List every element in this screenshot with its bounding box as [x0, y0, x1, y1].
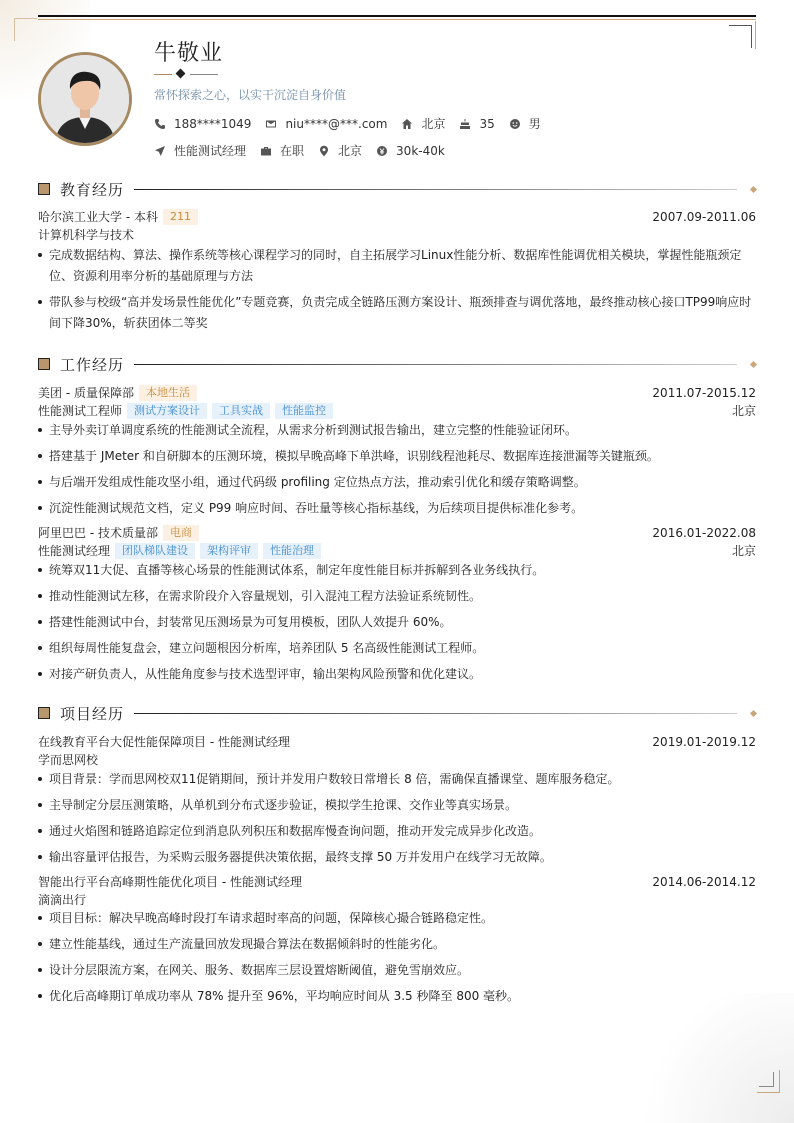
target-role-value: 性能测试经理 — [174, 144, 247, 158]
skill-tag: 架构评审 — [200, 543, 258, 559]
education-bullet: 完成数据结构、算法、操作系统等核心课程学习的同时，自主拓展学习Linux性能分析、数据库性能调优相关模块，掌握性能瓶颈定位、资源利用率分析的基础原理与方法 — [38, 245, 756, 287]
mail-icon — [265, 118, 277, 130]
major: 计算机科学与技术 — [38, 228, 135, 242]
corner-ornament-top-left — [14, 18, 37, 41]
project-date: 2014.06-2014.12 — [652, 874, 756, 889]
intent-row — [154, 142, 459, 159]
company-tag: 本地生活 — [139, 385, 197, 401]
project-bullet: 项目背景：学而思网校双11促销期间，预计并发用户数较日常增长 8 倍，需确保直播课堂、题库服务稳定。 — [38, 769, 756, 790]
section-marker — [38, 707, 50, 719]
school-tag: 211 — [163, 209, 198, 225]
phone-icon — [154, 118, 166, 130]
section-header-projects — [38, 703, 756, 723]
work-bullet: 搭建性能测试中台，封装常见压测场景为可复用模板，团队人效提升 60%。 — [38, 612, 756, 633]
work-bullet: 组织每周性能复盘会，建立问题根因分析库，培养团队 5 名高级性能测试工程师。 — [38, 638, 756, 659]
top-rule — [38, 15, 756, 17]
company: 阿里巴巴 - 技术质量部 — [38, 526, 158, 540]
education-major-row — [38, 226, 756, 243]
location-icon — [318, 145, 330, 157]
salary-value: 30k-40k — [396, 143, 445, 158]
company: 美团 - 质量保障部 — [38, 386, 134, 400]
avatar-photo — [41, 55, 129, 143]
salary-item — [376, 144, 445, 158]
target-role-item — [154, 142, 246, 159]
gender-icon — [509, 118, 521, 130]
project-org: 滴滴出行 — [38, 893, 87, 907]
project-bullet: 项目目标：解决早晚高峰时段打车请求超时率高的问题，保障核心撮合链路稳定性。 — [38, 908, 756, 929]
job-title: 性能测试工程师 — [38, 404, 123, 418]
job-title: 性能测试经理 — [38, 544, 111, 558]
work-bullet: 与后端开发组成性能攻坚小组，通过代码级 profiling 定位热点方法，推动索引优化和缓存策略调整。 — [38, 472, 756, 493]
project-bullet: 建立性能基线，通过生产流量回放发现撮合算法在数据倾斜时的性能劣化。 — [38, 934, 756, 955]
home-icon — [401, 118, 413, 130]
work-bullet: 统筹双11大促、直播等核心场景的性能测试体系，制定年度性能目标并拆解到各业务线执行。 — [38, 560, 756, 581]
work-role-row — [38, 542, 756, 559]
age-value: 35 — [479, 116, 495, 131]
project-bullet: 优化后高峰期订单成功率从 78% 提升至 96%，平均响应时间从 3.5 秒降至 800 毫秒。 — [38, 986, 756, 1007]
company-tag: 电商 — [163, 525, 199, 541]
work-city: 北京 — [731, 404, 756, 418]
project-date: 2019.01-2019.12 — [652, 734, 756, 749]
work-date: 2016.01-2022.08 — [652, 525, 756, 540]
money-icon — [376, 145, 388, 157]
education-header — [38, 208, 756, 225]
work-bullet: 沉淀性能测试规范文档，定义 P99 响应时间、吞吐量等核心指标基线，为后续项目提供标准化参考。 — [38, 498, 756, 519]
work-header — [38, 524, 756, 541]
skill-tag: 工具实战 — [212, 403, 270, 419]
project-org-row — [38, 891, 756, 908]
work-bullet: 搭建基于 JMeter 和自研脚本的压测环境，模拟早晚高峰下单洪峰，识别线程池耗尽、数据库连接泄漏等关键瓶颈。 — [38, 446, 756, 467]
age-item — [459, 117, 494, 131]
project-bullet: 通过火焰图和链路追踪定位到消息队列积压和数据库慢查询问题，推动开发完成异步化改造。 — [38, 821, 756, 842]
project-bullet: 设计分层限流方案，在网关、服务、数据库三层设置熔断阈值，避免雪崩效应。 — [38, 960, 756, 981]
work-bullet: 主导外卖订单调度系统的性能测试全流程，从需求分析到测试报告输出，建立完整的性能验证闭环。 — [38, 420, 756, 441]
briefcase-icon — [260, 145, 272, 157]
project-org: 学而思网校 — [38, 753, 99, 767]
email-item — [265, 117, 387, 131]
skill-tag: 性能治理 — [263, 543, 321, 559]
name-ornament — [154, 68, 220, 80]
phone-value: 188****1049 — [174, 116, 252, 131]
avatar — [38, 52, 132, 146]
project-title: 智能出行平台高峰期性能优化项目 - 性能测试经理 — [38, 875, 302, 889]
corner-ornament-bottom-right-inner — [759, 1072, 774, 1087]
project-org-row — [38, 751, 756, 768]
person-name: 牛敬业 — [154, 41, 224, 66]
status-item — [260, 142, 304, 159]
section-marker — [38, 358, 50, 370]
home-item — [401, 115, 445, 132]
skill-tag: 性能监控 — [275, 403, 333, 419]
education-bullet: 带队参与校级“高并发场景性能优化”专题竞赛，负责完成全链路压测方案设计、瓶颈排查与调优落地，最终推动核心接口TP99响应时间下降30%，斩获团体二等奖 — [38, 292, 756, 334]
work-bullet: 推动性能测试左移，在需求阶段介入容量规划，引入混沌工程方法验证系统韧性。 — [38, 586, 756, 607]
work-role-row — [38, 402, 756, 419]
work-bullet: 对接产研负责人，从性能角度参与技术选型评审，输出架构风险预警和优化建议。 — [38, 664, 756, 685]
work-city: 北京 — [731, 544, 756, 558]
email-value: niu****@***.com — [285, 116, 388, 131]
school-name: 哈尔滨工业大学 - 本科 — [38, 210, 158, 224]
project-bullet: 输出容量评估报告，为采购云服务器提供决策依据，最终支撑 50 万并发用户在线学习无故障。 — [38, 847, 756, 868]
work-date: 2011.07-2015.12 — [652, 385, 756, 400]
education-date: 2007.09-2011.06 — [652, 209, 756, 224]
work-header — [38, 384, 756, 401]
location-value: 北京 — [338, 144, 363, 158]
section-title: 项目经历 — [60, 704, 125, 723]
section-title: 教育经历 — [60, 180, 125, 199]
corner-glow-bottom-right — [624, 993, 794, 1123]
corner-ornament-top-right-accent — [733, 21, 756, 49]
home-value: 北京 — [421, 117, 446, 131]
skill-tag: 团队梯队建设 — [115, 543, 195, 559]
status-value: 在职 — [280, 144, 305, 158]
gender-value: 男 — [528, 117, 541, 131]
section-header-work — [38, 354, 756, 374]
project-bullet: 主导制定分层压测策略，从单机到分布式逐步验证，模拟学生抢课、交作业等真实场景。 — [38, 795, 756, 816]
motto: 常怀探索之心，以实干沉淀自身价值 — [154, 88, 347, 102]
project-title: 在线教育平台大促性能保障项目 - 性能测试经理 — [38, 735, 290, 749]
gender-item — [509, 115, 541, 132]
phone-item — [154, 117, 251, 131]
age-icon — [459, 118, 471, 130]
project-header — [38, 733, 756, 750]
location-item — [318, 142, 362, 159]
section-marker — [38, 183, 50, 195]
contact-row — [154, 115, 555, 132]
section-title: 工作经历 — [60, 355, 125, 374]
send-icon — [154, 145, 166, 157]
skill-tag: 测试方案设计 — [127, 403, 207, 419]
project-header — [38, 873, 756, 890]
section-header-education — [38, 179, 756, 199]
top-rule-accent — [38, 19, 756, 20]
